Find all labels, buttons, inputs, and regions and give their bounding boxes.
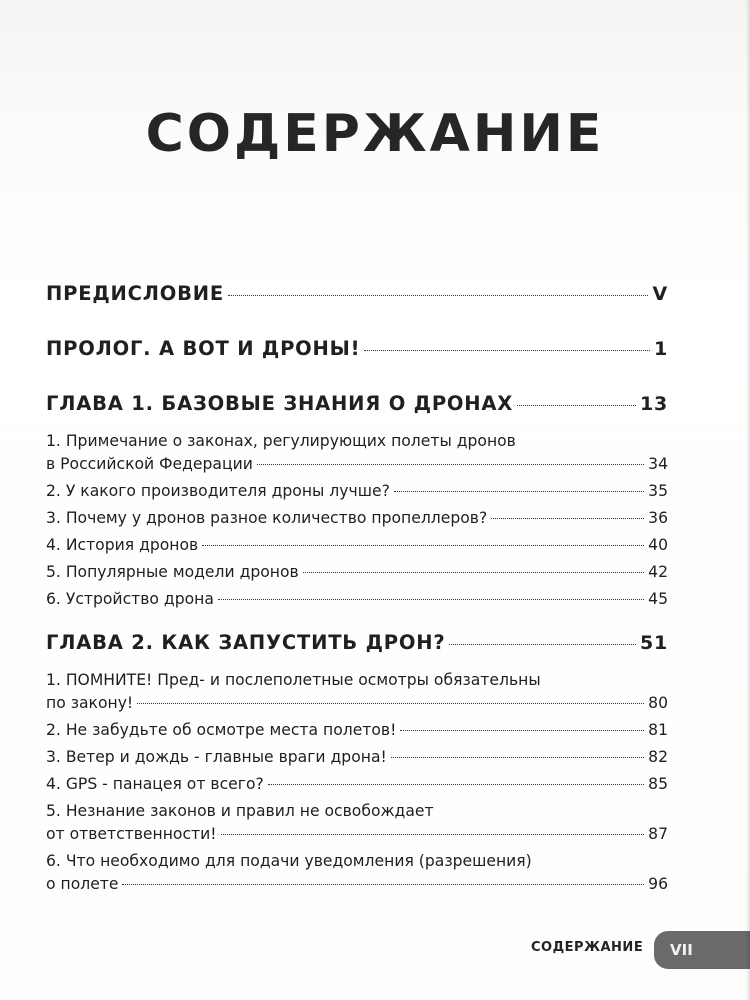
toc-subentry-2-3[interactable] xyxy=(46,748,668,775)
toc-entry-label: ПРЕДИСЛОВИЕ xyxy=(46,282,225,305)
dot-leader xyxy=(400,730,644,731)
toc-entry-page: 34 xyxy=(648,455,668,473)
toc-subentry-1-6[interactable] xyxy=(46,590,668,617)
toc-entry-label: 2. Не забудьте об осмотре места полетов! xyxy=(46,721,397,739)
toc-entry-label: 4. История дронов xyxy=(46,536,199,554)
toc-entry-page: 40 xyxy=(648,536,668,554)
toc-entry-label: ГЛАВА 1. БАЗОВЫЕ ЗНАНИЯ О ДРОНАХ xyxy=(46,392,514,415)
dot-leader xyxy=(221,834,645,835)
toc-subentry-1-1-line1[interactable]: 1. Примечание о законах, регулирующих полеты дронов xyxy=(46,432,516,450)
toc-entry-prologue[interactable] xyxy=(46,337,668,392)
toc-subentry-1-2[interactable] xyxy=(46,482,668,509)
dot-leader xyxy=(394,491,644,492)
toc-subentry-2-5[interactable] xyxy=(46,825,668,852)
dot-leader xyxy=(449,644,636,645)
running-head: СОДЕРЖАНИЕ xyxy=(531,940,644,955)
toc-subentry-1-5[interactable] xyxy=(46,563,668,590)
toc-entry-label: о полете xyxy=(46,875,119,893)
toc-entry-page: V xyxy=(652,283,668,305)
toc-entry-page: 80 xyxy=(648,694,668,712)
dot-leader xyxy=(364,350,650,351)
toc-entry-label: 3. Ветер и дождь - главные враги дрона! xyxy=(46,748,387,766)
toc-subentry-1-4[interactable] xyxy=(46,536,668,563)
page-title: СОДЕРЖАНИЕ xyxy=(145,104,605,164)
toc-entry-page: 36 xyxy=(648,509,668,527)
toc-entry-page: 87 xyxy=(648,825,668,843)
dot-leader xyxy=(257,464,644,465)
dot-leader xyxy=(228,295,648,296)
toc-entry-page: 1 xyxy=(653,338,668,360)
toc-subentry-2-1-line1[interactable]: 1. ПОМНИТЕ! Пред- и послеполетные осмотры обязательны xyxy=(46,671,541,689)
toc-subentry-2-5-line1[interactable]: 5. Незнание законов и правил не освобождает xyxy=(46,802,434,820)
toc-entry-label: 4. GPS - панацея от всего? xyxy=(46,775,264,793)
toc-subentry-2-1[interactable] xyxy=(46,694,668,721)
dot-leader xyxy=(517,405,636,406)
toc-entry-page: 45 xyxy=(648,590,668,608)
toc-entry-label: ПРОЛОГ. А ВОТ И ДРОНЫ! xyxy=(46,337,361,360)
toc-subentry-1-1[interactable] xyxy=(46,455,668,482)
toc-entry-label: 2. У какого производителя дроны лучше? xyxy=(46,482,390,500)
dot-leader xyxy=(122,884,644,885)
toc-subentry-2-6-line1[interactable]: 6. Что необходимо для подачи уведомления (разрешения) xyxy=(46,852,532,870)
spacer xyxy=(46,617,668,631)
table-of-contents xyxy=(46,282,668,902)
toc-entry-page: 13 xyxy=(639,393,668,415)
page-edge-shadow xyxy=(746,0,750,1000)
toc-subentry-2-6[interactable] xyxy=(46,875,668,902)
toc-entry-label: 3. Почему у дронов разное количество пропеллеров? xyxy=(46,509,488,527)
toc-entry-preface[interactable] xyxy=(46,282,668,337)
toc-entry-chapter-1[interactable] xyxy=(46,392,668,432)
toc-entry-label: 6. Устройство дрона xyxy=(46,590,214,608)
toc-entry-label: ГЛАВА 2. КАК ЗАПУСТИТЬ ДРОН? xyxy=(46,631,446,654)
toc-entry-label: 5. Популярные модели дронов xyxy=(46,563,299,581)
dot-leader xyxy=(218,599,644,600)
toc-subentry-1-3[interactable] xyxy=(46,509,668,536)
toc-entry-label: от ответственности! xyxy=(46,825,217,843)
toc-entry-chapter-2[interactable] xyxy=(46,631,668,671)
toc-entry-page: 85 xyxy=(648,775,668,793)
dot-leader xyxy=(491,518,644,519)
toc-subentry-2-4[interactable] xyxy=(46,775,668,802)
toc-entry-page: 96 xyxy=(648,875,668,893)
toc-entry-page: 51 xyxy=(639,632,668,654)
toc-entry-page: 81 xyxy=(648,721,668,739)
toc-entry-label: по закону! xyxy=(46,694,134,712)
toc-entry-page: 42 xyxy=(648,563,668,581)
dot-leader xyxy=(137,703,644,704)
toc-subentry-2-2[interactable] xyxy=(46,721,668,748)
toc-entry-page: 35 xyxy=(648,482,668,500)
page-number-tab: VII xyxy=(654,931,750,969)
toc-entry-label: в Российской Федерации xyxy=(46,455,253,473)
dot-leader xyxy=(268,784,644,785)
toc-entry-page: 82 xyxy=(648,748,668,766)
dot-leader xyxy=(202,545,644,546)
dot-leader xyxy=(391,757,644,758)
dot-leader xyxy=(303,572,644,573)
